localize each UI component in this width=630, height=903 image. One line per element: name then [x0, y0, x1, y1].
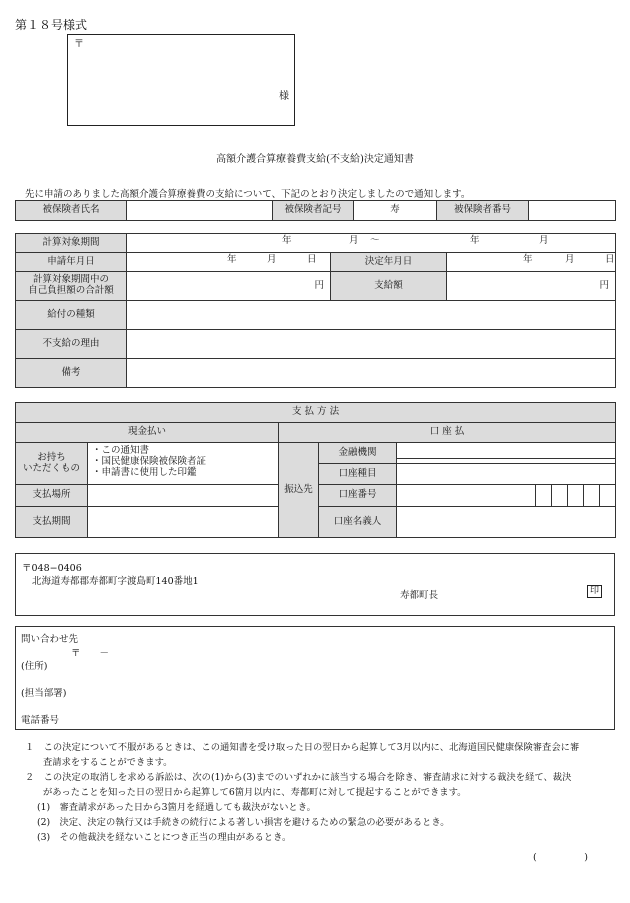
issuer-address: 北海道寿都郡寿都町字渡島町140番地1 — [32, 576, 199, 587]
form-number: 第１８号様式 — [15, 18, 88, 32]
account-type-value — [397, 464, 616, 485]
self-pay-value — [127, 272, 331, 301]
contact-phone-label: 電話番号 — [21, 715, 60, 726]
account-type-label: 口座種目 — [319, 464, 397, 485]
insured-symbol-value: 寿 — [354, 201, 437, 221]
bring-label-line1: お持ち — [37, 451, 66, 463]
decision-date-label: 決定年月日 — [331, 253, 447, 272]
contact-zip: 〒 － — [71, 648, 110, 659]
insured-name-value — [127, 201, 273, 221]
insured-number-value — [529, 201, 616, 221]
period-year-1: 年 — [282, 235, 292, 246]
notes — [15, 740, 615, 845]
payment-amount-yen: 円 — [599, 279, 610, 291]
issuer-zip: 〒048−0406 — [22, 563, 82, 574]
non-payment-reason-label: 不支給の理由 — [16, 330, 127, 359]
transfer-label: 振込先 — [279, 443, 319, 538]
self-pay-yen: 円 — [314, 279, 324, 291]
note-2-sub-1: (1) 審査請求があった日から3箇月を経過しても裁決がないとき。 — [37, 802, 316, 813]
footer-parenthesis: ( ) — [533, 852, 588, 863]
remarks-label: 備考 — [16, 359, 127, 388]
self-pay-label — [16, 272, 127, 301]
payment-place-value — [88, 485, 279, 507]
dec-month: 月 — [565, 254, 575, 265]
remarks-value — [127, 359, 616, 388]
account-holder-label: 口座名義人 — [319, 507, 397, 538]
payment-period-value — [88, 507, 279, 538]
payment-amount-value — [447, 272, 616, 301]
application-date-label: 申請年月日 — [16, 253, 127, 272]
contact-box — [15, 626, 615, 730]
period-tilde: ～ — [370, 235, 380, 246]
account-header: 口 座 払 — [279, 423, 616, 443]
zip-mark: 〒 — [74, 39, 84, 50]
bank-value — [397, 443, 616, 464]
note-2: ２ この決定の取消しを求める訴訟は、次の(1)から(3)までのいずれかに該当する場合を除き、審査請求に対する裁決を経て、裁決 — [25, 772, 572, 783]
payment-amount-label: 支給額 — [331, 272, 447, 301]
insured-number-label: 被保険者番号 — [437, 201, 529, 221]
note-2-cont: があったことを知った日の翌日から起算して6箇月以内に、寿都町に対して提起することができます。 — [43, 787, 467, 798]
bring-item: ・申請書に使用した印鑑 — [92, 467, 197, 478]
payment-period-label: 支払期間 — [16, 507, 88, 538]
account-number-digit — [536, 485, 552, 507]
period-month-2: 月 — [539, 235, 549, 246]
bring-label-line2: いただくもの — [22, 462, 80, 474]
issuer-box — [15, 553, 615, 616]
contact-dept-label: (担当部署) — [21, 688, 67, 699]
note-2-sub-2: (2) 決定、決定の執行又は手続きの続行による著しい損害を避けるための緊急の必要があるとき。 — [37, 817, 450, 828]
account-number-label: 口座番号 — [319, 485, 397, 507]
account-number-value — [397, 485, 536, 507]
note-1-cont: 査請求をすることができます。 — [43, 757, 173, 768]
calc-period-value — [127, 234, 616, 253]
bring-items-list — [88, 443, 279, 485]
benefit-type-value — [127, 301, 616, 330]
dec-year: 年 — [523, 254, 533, 265]
insured-symbol-label: 被保険者記号 — [273, 201, 354, 221]
document-title: 高額介護合算療養費支給(不支給)決定通知書 — [216, 154, 414, 165]
account-number-digit — [584, 485, 600, 507]
payment-method-header: 支 払 方 法 — [16, 403, 616, 423]
issuer-mayor: 寿都町長 — [400, 590, 439, 601]
app-month: 月 — [267, 254, 277, 265]
bring-item: ・国民健康保険被保険者証 — [92, 456, 207, 467]
bring-item: ・この通知書 — [92, 445, 150, 456]
self-pay-label-line1: 計算対象期間中の — [32, 274, 109, 286]
period-month-1: 月 — [349, 235, 359, 246]
honorific: 様 — [279, 91, 289, 102]
cash-header: 現金払い — [16, 423, 279, 443]
account-number-digit — [600, 485, 616, 507]
app-year: 年 — [227, 254, 237, 265]
application-date-value — [127, 253, 331, 272]
benefit-type-label: 給付の種類 — [16, 301, 127, 330]
bank-label: 金融機関 — [319, 443, 397, 464]
account-number-digit — [552, 485, 568, 507]
contact-heading: 問い合わせ先 — [21, 634, 79, 645]
payment-place-label: 支払場所 — [16, 485, 88, 507]
decision-date-value — [447, 253, 616, 272]
account-number-digit — [568, 485, 584, 507]
period-year-2: 年 — [470, 235, 480, 246]
seal-mark — [587, 585, 602, 598]
recipient-address-box — [67, 34, 295, 126]
seal-text: 印 — [587, 585, 602, 598]
non-payment-reason-value — [127, 330, 616, 359]
calculation-table — [15, 233, 616, 388]
dec-day: 日 — [605, 254, 615, 265]
app-day: 日 — [307, 254, 317, 265]
account-holder-value — [397, 507, 616, 538]
intro-text: 先に申請のありました高額介護合算療養費の支給について、下記のとおり決定しましたので通知します。 — [25, 189, 471, 200]
self-pay-label-line2: 自己負担額の合計額 — [28, 285, 114, 296]
bring-items-label — [16, 443, 88, 485]
note-1: １ この決定について不服があるときは、この通知書を受け取った日の翌日から起算して3月以内に、北海道国民健康保険審査会に審 — [25, 742, 580, 753]
insured-name-label: 被保険者氏名 — [16, 201, 127, 221]
payment-method-table — [15, 402, 616, 538]
calc-period-label: 計算対象期間 — [16, 234, 127, 253]
note-2-sub-3: (3) その他裁決を経ないことにつき正当の理由があるとき。 — [37, 832, 292, 843]
contact-address-label: (住所) — [21, 661, 48, 672]
insured-table — [15, 200, 616, 221]
